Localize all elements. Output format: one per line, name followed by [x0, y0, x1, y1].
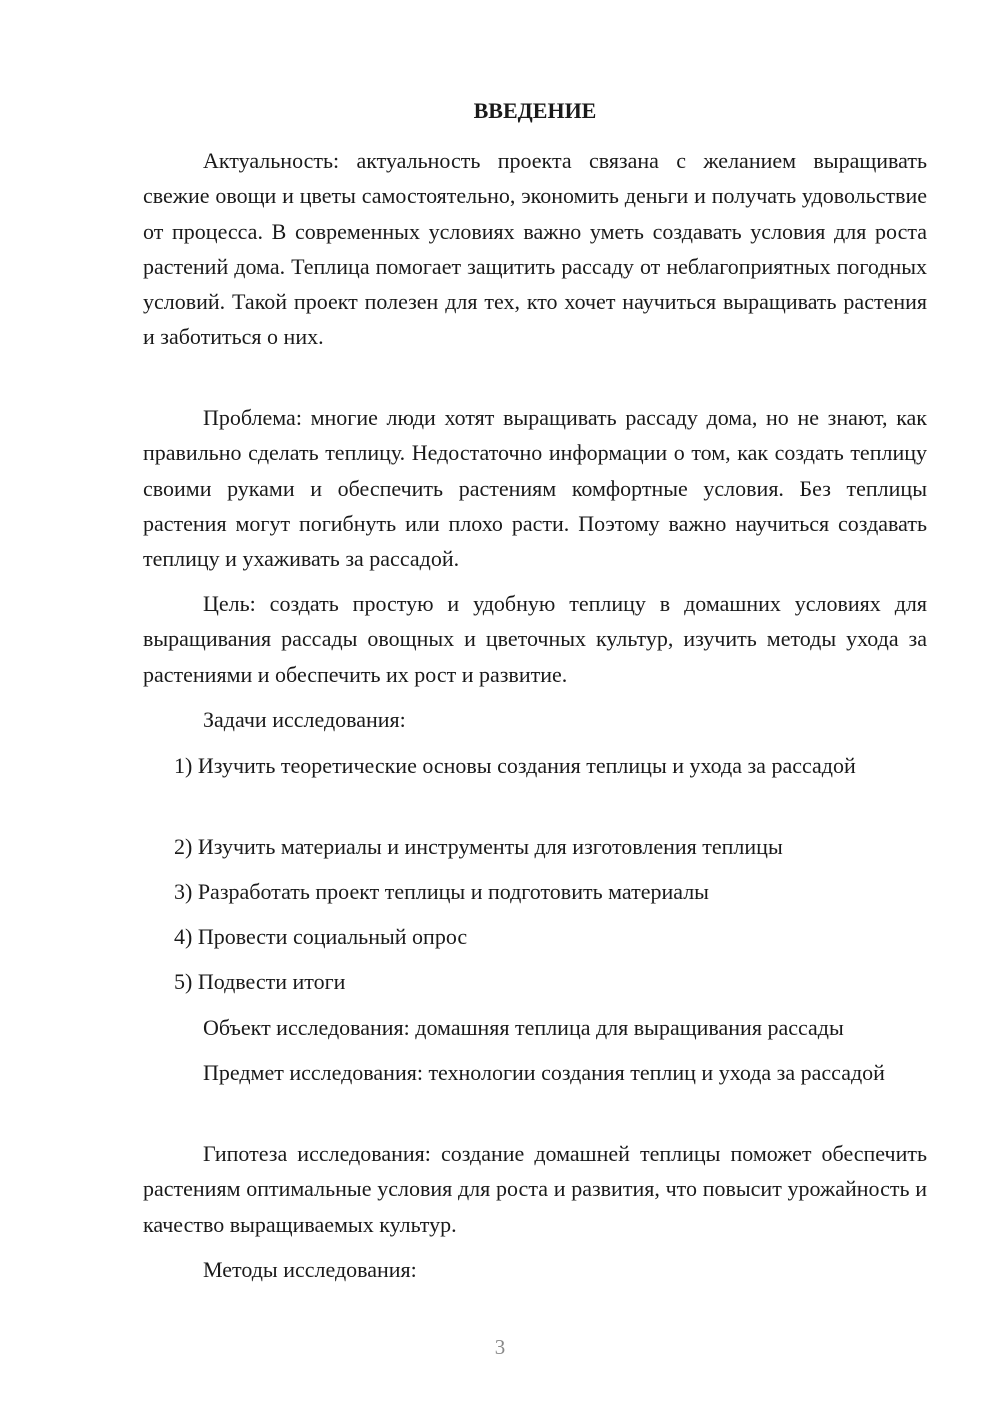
task-item-5: 5) Подвести итоги — [174, 969, 346, 994]
goal-paragraph: Цель: создать простую и удобную теплицу в домашних условиях для выращивания рассады овощных и цветочных культур, изучить методы ухода за растениями и обеспечить их рост и развитие. — [143, 591, 927, 687]
relevance-paragraph: Актуальность: актуальность проекта связана с желанием выращивать свежие овощи и цветы самостоятельно, экономить деньги и получать удовольствие от процесса. В современных условиях важно уметь создавать условия для роста растений дома. Теплица помогает защитить рассаду от неблагоприятных погодных условий. Такой проект полезен для тех, кто хочет научиться выращивать растения и заботиться о них. — [143, 148, 927, 350]
object-paragraph: Объект исследования: домашняя теплица для выращивания рассады — [203, 1015, 844, 1040]
tasks-title: Задачи исследования: — [203, 707, 406, 732]
task-item-4: 4) Провести социальный опрос — [174, 924, 468, 949]
methods-title: Методы исследования: — [203, 1257, 417, 1282]
page-number: 3 — [494, 1335, 506, 1359]
task-item-2: 2) Изучить материалы и инструменты для изготовления теплицы — [174, 834, 783, 859]
subject-paragraph: Предмет исследования: технологии создания теплиц и ухода за рассадой — [203, 1060, 885, 1085]
hypothesis-paragraph: Гипотеза исследования: создание домашней теплицы поможет обеспечить растениям оптимальные условия для роста и развития, что повысит урожайность и качество выращиваемых культур. — [143, 1141, 927, 1237]
task-item-3: 3) Разработать проект теплицы и подготовить материалы — [174, 879, 709, 904]
section-heading: ВВЕДЕНИЕ — [473, 98, 597, 123]
problem-paragraph: Проблема: многие люди хотят выращивать рассаду дома, но не знают, как правильно сделать теплицу. Недостаточно информации о том, как создать теплицу своими руками и обеспечить растениям комфортные условия. Без теплицы растения могут погибнуть или плохо расти. Поэтому важно научиться создавать теплицу и ухаживать за рассадой. — [143, 405, 927, 572]
task-item-1: 1) Изучить теоретические основы создания теплицы и ухода за рассадой — [174, 753, 856, 778]
